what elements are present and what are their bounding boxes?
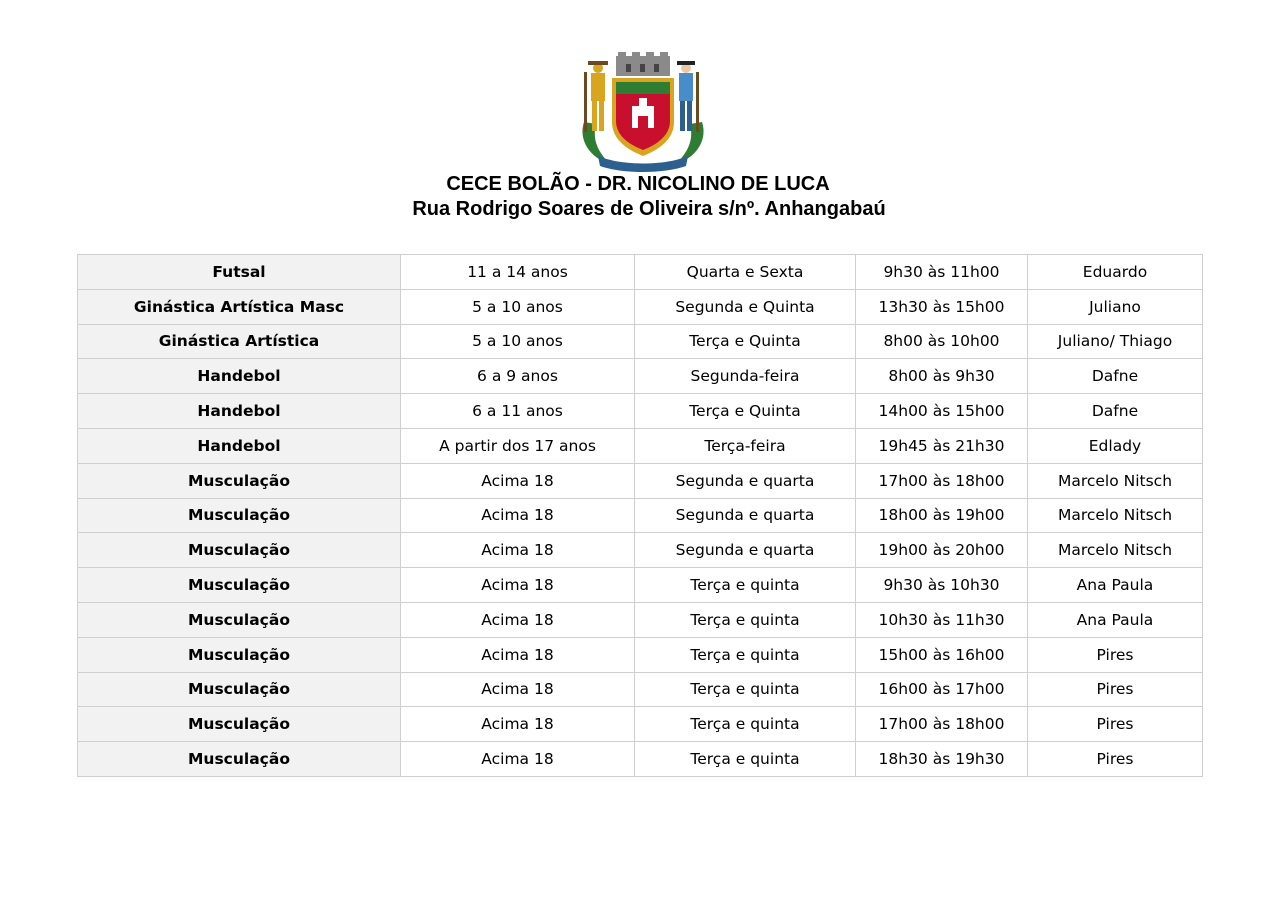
activity-cell: Musculação: [78, 568, 401, 603]
instructor-cell: Pires: [1028, 742, 1203, 777]
activity-cell: Musculação: [78, 707, 401, 742]
instructor-cell: Pires: [1028, 672, 1203, 707]
age-range-cell: A partir dos 17 anos: [401, 428, 635, 463]
age-range-cell: Acima 18: [401, 637, 635, 672]
instructor-cell: Pires: [1028, 707, 1203, 742]
age-range-cell: Acima 18: [401, 602, 635, 637]
time-cell: 18h30 às 19h30: [856, 742, 1028, 777]
table-row: [78, 568, 1203, 603]
time-cell: 10h30 às 11h30: [856, 602, 1028, 637]
table-row: [78, 255, 1203, 290]
instructor-cell: Edlady: [1028, 428, 1203, 463]
time-cell: 18h00 às 19h00: [856, 498, 1028, 533]
time-cell: 19h00 às 20h00: [856, 533, 1028, 568]
table-row: [78, 707, 1203, 742]
weekdays-cell: Segunda e quarta: [635, 498, 856, 533]
activity-cell: Musculação: [78, 533, 401, 568]
activity-cell: Musculação: [78, 602, 401, 637]
time-cell: 19h45 às 21h30: [856, 428, 1028, 463]
instructor-cell: Marcelo Nitsch: [1028, 463, 1203, 498]
time-cell: 13h30 às 15h00: [856, 289, 1028, 324]
activity-cell: Ginástica Artística: [78, 324, 401, 359]
weekdays-cell: Segunda-feira: [635, 359, 856, 394]
weekdays-cell: Terça e quinta: [635, 637, 856, 672]
table-row: [78, 742, 1203, 777]
page-title: CECE BOLÃO - DR. NICOLINO DE LUCA: [446, 173, 830, 195]
address-subtitle: Rua Rodrigo Soares de Oliveira s/nº. Anhangabaú: [412, 198, 886, 220]
instructor-cell: Juliano/ Thiago: [1028, 324, 1203, 359]
activity-cell: Musculação: [78, 742, 401, 777]
time-cell: 8h00 às 10h00: [856, 324, 1028, 359]
weekdays-cell: Segunda e Quinta: [635, 289, 856, 324]
activity-cell: Ginástica Artística Masc: [78, 289, 401, 324]
age-range-cell: 6 a 11 anos: [401, 394, 635, 429]
age-range-cell: Acima 18: [401, 498, 635, 533]
time-cell: 8h00 às 9h30: [856, 359, 1028, 394]
activity-cell: Handebol: [78, 428, 401, 463]
activity-cell: Musculação: [78, 463, 401, 498]
table-row: [78, 359, 1203, 394]
table-row: [78, 428, 1203, 463]
weekdays-cell: Quarta e Sexta: [635, 255, 856, 290]
activity-cell: Handebol: [78, 394, 401, 429]
weekdays-cell: Terça e quinta: [635, 602, 856, 637]
activity-cell: Musculação: [78, 672, 401, 707]
time-cell: 17h00 às 18h00: [856, 707, 1028, 742]
weekdays-cell: Terça e quinta: [635, 672, 856, 707]
activity-cell: Futsal: [78, 255, 401, 290]
age-range-cell: Acima 18: [401, 672, 635, 707]
table-row: [78, 324, 1203, 359]
weekdays-cell: Terça e Quinta: [635, 394, 856, 429]
activity-cell: Handebol: [78, 359, 401, 394]
age-range-cell: Acima 18: [401, 533, 635, 568]
weekdays-cell: Terça-feira: [635, 428, 856, 463]
age-range-cell: Acima 18: [401, 463, 635, 498]
weekdays-cell: Terça e quinta: [635, 707, 856, 742]
weekdays-cell: Terça e quinta: [635, 568, 856, 603]
city-seal-logo: [576, 52, 710, 172]
time-cell: 17h00 às 18h00: [856, 463, 1028, 498]
age-range-cell: 11 a 14 anos: [401, 255, 635, 290]
instructor-cell: Marcelo Nitsch: [1028, 498, 1203, 533]
weekdays-cell: Terça e Quinta: [635, 324, 856, 359]
table-row: [78, 637, 1203, 672]
table-row: [78, 289, 1203, 324]
schedule-table: [77, 254, 1203, 777]
table-row: [78, 602, 1203, 637]
instructor-cell: Marcelo Nitsch: [1028, 533, 1203, 568]
age-range-cell: 5 a 10 anos: [401, 324, 635, 359]
age-range-cell: 6 a 9 anos: [401, 359, 635, 394]
instructor-cell: Ana Paula: [1028, 602, 1203, 637]
instructor-cell: Eduardo: [1028, 255, 1203, 290]
table-row: [78, 463, 1203, 498]
age-range-cell: Acima 18: [401, 742, 635, 777]
time-cell: 15h00 às 16h00: [856, 637, 1028, 672]
instructor-cell: Ana Paula: [1028, 568, 1203, 603]
table-row: [78, 498, 1203, 533]
instructor-cell: Juliano: [1028, 289, 1203, 324]
age-range-cell: 5 a 10 anos: [401, 289, 635, 324]
weekdays-cell: Terça e quinta: [635, 742, 856, 777]
table-row: [78, 533, 1203, 568]
weekdays-cell: Segunda e quarta: [635, 533, 856, 568]
time-cell: 14h00 às 15h00: [856, 394, 1028, 429]
instructor-cell: Dafne: [1028, 394, 1203, 429]
instructor-cell: Pires: [1028, 637, 1203, 672]
instructor-cell: Dafne: [1028, 359, 1203, 394]
activity-cell: Musculação: [78, 498, 401, 533]
time-cell: 9h30 às 10h30: [856, 568, 1028, 603]
time-cell: 9h30 às 11h00: [856, 255, 1028, 290]
age-range-cell: Acima 18: [401, 568, 635, 603]
time-cell: 16h00 às 17h00: [856, 672, 1028, 707]
activity-cell: Musculação: [78, 637, 401, 672]
table-row: [78, 672, 1203, 707]
weekdays-cell: Segunda e quarta: [635, 463, 856, 498]
table-row: [78, 394, 1203, 429]
age-range-cell: Acima 18: [401, 707, 635, 742]
